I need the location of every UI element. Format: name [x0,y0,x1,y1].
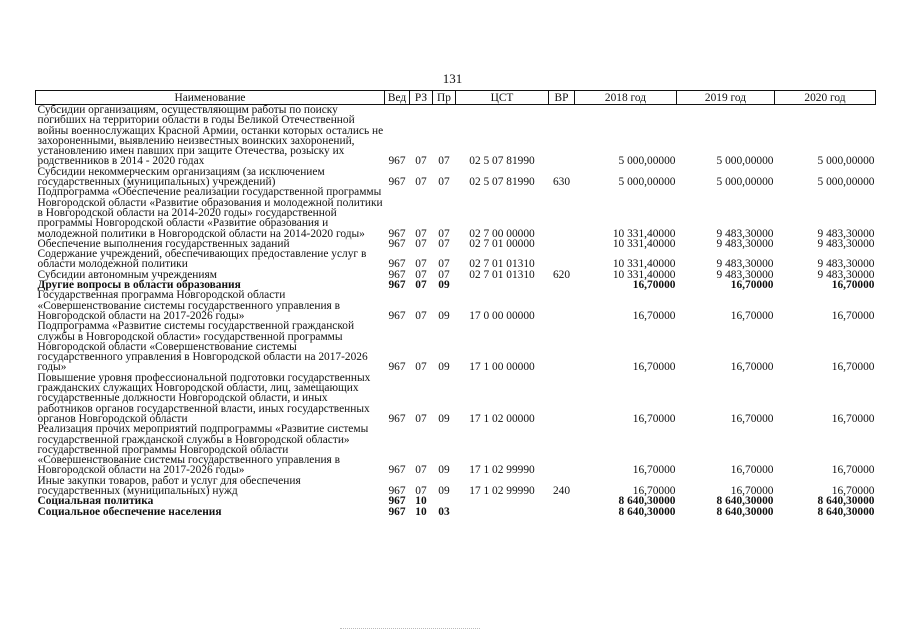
row-vr [549,507,575,517]
row-value-2018: 16,70000 [632,412,676,425]
row-name: Обеспечение выполнения государственных заданий [37,237,290,250]
column-header-cst: ЦСТ [456,91,549,105]
row-value-2020: 16,70000 [831,412,875,425]
row-ved: 967 [388,258,406,271]
row-pr: 09 [438,412,450,425]
row-cst: 02 5 07 81990 [469,155,535,168]
row-cst: 17 1 00 00000 [469,361,535,374]
column-header-2018: 2018 год [575,91,677,105]
row-ved: 967 [388,309,406,322]
row-pr: 07 [438,176,450,189]
row-pr: 09 [438,484,450,497]
row-cst: 17 0 00 00000 [469,309,535,322]
row-value-2020: 9 483,30000 [817,237,875,250]
row-vr [549,239,575,249]
row-name: Повышение уровня профессиональной подготовки государственных гражданских служащих Новгородской области, лиц, замещающих государственные должности Новгородской области, и иных работников органов государственной власти, иных государственных органов Новгородской области [37,371,371,425]
column-header-ved: Вед [385,91,410,105]
row-cst [456,507,549,517]
row-vr [549,321,575,372]
row-rz: 07 [415,176,427,189]
row-vr [549,105,575,167]
table-row [36,321,876,372]
row-value-2019: 5 000,00000 [716,155,774,168]
row-pr: 09 [438,464,450,477]
row-value-2019: 16,70000 [730,279,774,292]
row-rz: 10 [415,505,427,518]
page-number: 131 [442,71,463,86]
row-vr: 240 [552,484,571,497]
row-pr: 03 [438,505,450,518]
row-name: Субсидии некоммерческим организациям (за исключением государственных (муниципальных) учреждений) [37,165,325,189]
row-value-2018: 5 000,00000 [618,176,676,189]
row-pr: 07 [438,237,450,250]
row-value-2020: 16,70000 [831,464,875,477]
row-pr: 07 [438,227,450,240]
row-vr [549,496,575,506]
row-pr: 07 [438,155,450,168]
row-value-2020: 8 640,30000 [817,505,875,518]
row-value-2018: 10 331,40000 [612,237,676,250]
row-pr: 09 [438,361,450,374]
table-row [36,249,876,270]
row-vr [549,424,575,475]
row-value-2019: 16,70000 [730,484,774,497]
row-value-2018: 16,70000 [632,361,676,374]
footer-mark [340,628,480,634]
table-row [36,187,876,238]
table-row [36,290,876,321]
table-row [36,167,876,188]
row-rz: 07 [415,484,427,497]
row-value-2020: 5 000,00000 [817,176,875,189]
row-name: Подпрограмма «Развитие системы государственной гражданской службы в Новгородской области» государственной программы Новгородской области «Совершенствование системы государственного управления в Новгородской области на 2017-2026 годы» [37,320,368,374]
row-name: Реализация прочих мероприятий подпрограммы «Развитие системы государственной гражданской службы в Новгородской области» государственной программы Новгородской области «Совершенствование системы государственного управления в Новгородской области на 2017-2026 годы» [37,423,369,477]
row-ved: 967 [388,227,406,240]
row-ved: 967 [388,279,406,292]
row-pr: 09 [438,309,450,322]
row-cst: 02 7 01 01310 [469,268,535,281]
row-vr: 620 [552,268,571,281]
row-name: Субсидии организациям, осуществляющим работы по поиску погибших на территории области в годы Великой Отечественной войны военнослужащих Красной Армии, останки которых остались не захороненными, выявлению неизвестных воинских захоронений, установлению имен павших при защите Отечества, розыску их родственников в 2014 - 2020 годах [37,104,384,168]
row-value-2020: 9 483,30000 [817,268,875,281]
row-vr [549,373,575,424]
row-ved: 967 [388,484,406,497]
row-ved: 967 [388,464,406,477]
table-row [36,424,876,475]
row-value-2019: 16,70000 [730,412,774,425]
row-rz: 07 [415,258,427,271]
row-cst [456,496,549,506]
row-value-2018: 10 331,40000 [612,258,676,271]
table-header-row [36,91,876,105]
row-ved: 967 [388,505,406,518]
row-value-2018: 16,70000 [632,279,676,292]
row-value-2018: 8 640,30000 [618,505,676,518]
row-name: Подпрограмма «Обеспечение реализации государственной программы Новгородской области «Развитие образования и молодежной политики в Новгородской области на 2014-2020 годы» государственной программы Новгородской области «Развитие образования и молодежной политики в Новгородской области на 2014-2020 годы» [37,186,383,240]
table-row [36,373,876,424]
row-value-2020: 9 483,30000 [817,227,875,240]
row-ved: 967 [388,412,406,425]
row-value-2019: 8 640,30000 [716,495,774,508]
row-name: Социальное обеспечение населения [37,505,222,518]
row-rz: 10 [415,495,427,508]
row-value-2019: 9 483,30000 [716,268,774,281]
row-value-2019: 5 000,00000 [716,176,774,189]
row-cst: 02 7 01 00000 [469,237,535,250]
row-rz: 07 [415,361,427,374]
row-ved: 967 [388,237,406,250]
budget-table [35,90,876,517]
row-value-2019: 9 483,30000 [716,258,774,271]
row-ved: 967 [388,176,406,189]
row-ved: 967 [388,495,406,508]
row-cst [456,280,549,290]
row-cst: 17 1 02 00000 [469,412,535,425]
row-cst: 02 7 01 01310 [469,258,535,271]
row-name: Социальная политика [37,495,154,508]
column-header-pr: Пр [433,91,456,105]
row-value-2019: 8 640,30000 [716,505,774,518]
row-ved: 967 [388,268,406,281]
column-header-rz: РЗ [410,91,433,105]
row-vr [549,187,575,238]
row-value-2018: 16,70000 [632,309,676,322]
row-vr [549,290,575,321]
row-value-2019: 16,70000 [730,309,774,322]
row-vr [549,280,575,290]
row-pr: 09 [438,279,450,292]
row-rz: 07 [415,412,427,425]
table-row [36,507,876,517]
row-value-2020: 5 000,00000 [817,155,875,168]
row-value-2019: 16,70000 [730,361,774,374]
row-rz: 07 [415,464,427,477]
row-value-2018: 16,70000 [632,464,676,477]
row-rz: 07 [415,279,427,292]
row-vr [549,249,575,270]
column-header-2019: 2019 год [677,91,775,105]
row-rz: 07 [415,227,427,240]
row-value-2018: 10 331,40000 [612,227,676,240]
column-header-2020: 2020 год [775,91,876,105]
row-value-2019: 16,70000 [730,464,774,477]
row-cst: 02 7 00 00000 [469,227,535,240]
row-value-2018: 5 000,00000 [618,155,676,168]
row-rz: 07 [415,309,427,322]
row-value-2018: 16,70000 [632,484,676,497]
row-cst: 02 5 07 81990 [469,176,535,189]
row-value-2019: 9 483,30000 [716,227,774,240]
row-name: Содержание учреждений, обеспечивающих предоставление услуг в области молодежной политики [37,248,367,271]
table-row [36,105,876,167]
row-rz: 07 [415,237,427,250]
row-pr: 07 [438,258,450,271]
row-name: Другие вопросы в области образования [37,279,241,292]
column-header-vr: ВР [549,91,575,105]
row-value-2020: 16,70000 [831,484,875,497]
row-name: Иные закупки товаров, работ и услуг для обеспечения государственных (муниципальных) нужд [37,474,301,497]
row-ved: 967 [388,155,406,168]
row-value-2020: 9 483,30000 [817,258,875,271]
row-cst: 17 1 02 99990 [469,484,535,497]
row-name: Государственная программа Новгородской области «Совершенствование системы государственного управления в Новгородской области на 2017-2026 годы» [37,289,341,322]
row-value-2018: 8 640,30000 [618,495,676,508]
row-rz: 07 [415,155,427,168]
row-pr: 07 [438,268,450,281]
row-rz: 07 [415,268,427,281]
row-value-2020: 16,70000 [831,309,875,322]
table-body [36,105,876,517]
row-value-2020: 16,70000 [831,279,875,292]
row-ved: 967 [388,361,406,374]
row-value-2020: 16,70000 [831,361,875,374]
column-header-name: Наименование [36,91,385,105]
row-vr: 630 [552,176,571,189]
row-name: Субсидии автономным учреждениям [37,268,217,281]
row-value-2019: 9 483,30000 [716,237,774,250]
row-value-2018: 10 331,40000 [612,268,676,281]
row-cst: 17 1 02 99990 [469,464,535,477]
table-row [36,476,876,497]
row-value-2020: 8 640,30000 [817,495,875,508]
